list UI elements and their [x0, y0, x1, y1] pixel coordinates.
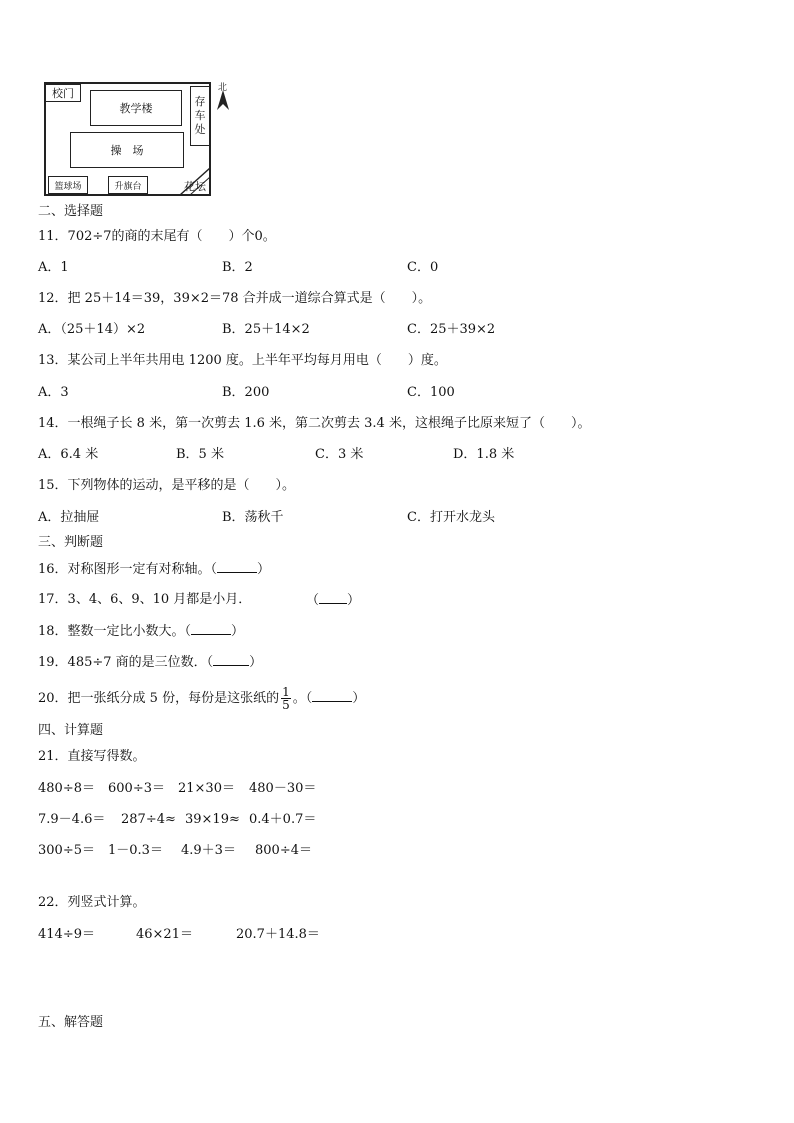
calc-item: 1－0.3＝ [108, 843, 163, 858]
option: C．100 [407, 385, 455, 400]
calc-item: 39×19≈ [185, 812, 240, 827]
map-flagstage-label: 升旗台 [114, 181, 142, 192]
question-stem: 11．702÷7的商的末尾有（ ）个0。 [38, 229, 276, 244]
option: A．3 [38, 385, 69, 400]
paren-close: ） [347, 593, 361, 608]
section-title: 三、判断题 [38, 535, 104, 550]
calc-item: 300÷5＝ [38, 843, 95, 858]
question-stem: 21．直接写得数。 [38, 749, 146, 764]
option: D．1.8 米 [453, 447, 515, 462]
answer-blank[interactable] [319, 591, 347, 604]
fraction-numerator: 1 [282, 685, 290, 699]
option: A．6.4 米 [38, 447, 99, 462]
question-stem: 22．列竖式计算。 [38, 895, 146, 910]
calc-item: 21×30＝ [178, 781, 235, 796]
map-parking [190, 86, 210, 146]
map-basketball-label: 篮球场 [54, 181, 82, 192]
answer-blank[interactable] [312, 689, 352, 702]
map-parking-char: 存 [194, 95, 206, 108]
question-stem: 13．某公司上半年共用电 1200 度。上半年平均每月用电（ ）度。 [38, 353, 447, 368]
map-gate-label: 校门 [52, 87, 74, 100]
paren-close: ） [257, 562, 271, 577]
map-parking-char: 车 [194, 109, 206, 122]
option: B．200 [222, 385, 270, 400]
map-building [90, 90, 182, 126]
paren-close: ） [249, 655, 263, 670]
judge-question [38, 684, 365, 714]
north-arrow-icon [216, 90, 230, 112]
answer-blank[interactable] [191, 622, 231, 635]
paren-close: ） [231, 624, 245, 639]
calc-item: 46×21＝ [136, 927, 193, 942]
map-parking-char: 处 [194, 123, 206, 136]
option: C．25＋39×2 [407, 322, 496, 337]
map-playground-label: 操 场 [110, 144, 144, 157]
question-text: 18．整数一定比小数大。（ [38, 624, 192, 639]
answer-blank[interactable] [213, 653, 249, 666]
calc-item: 414÷9＝ [38, 927, 95, 942]
map-garden: 花坛 [184, 180, 206, 193]
map-building-label: 教学楼 [119, 102, 153, 115]
paren-close: ） [352, 691, 366, 706]
section-title: 四、计算题 [38, 723, 104, 738]
map-north-label: 北 [218, 83, 228, 93]
calc-item: 4.9＋3＝ [181, 843, 236, 858]
question-text: 。（ [292, 691, 313, 706]
calc-item: 480÷8＝ [38, 781, 95, 796]
option: B．荡秋千 [222, 510, 284, 525]
question-stem: 12．把 25＋14＝39，39×2＝78 合并成一道综合算式是（ ）。 [38, 291, 432, 306]
option: A．（25＋14）×2 [38, 322, 146, 337]
judge-answer [306, 591, 360, 610]
map-playground [70, 132, 184, 168]
map-gate [45, 84, 81, 102]
section-title: 二、选择题 [38, 204, 104, 219]
judge-question [38, 591, 251, 609]
paren-open: （ [306, 593, 320, 608]
question-text: 17．3、4、6、9、10 月都是小月． [38, 592, 252, 607]
calc-item: 20.7＋14.8＝ [236, 927, 320, 942]
answer-blank[interactable] [217, 560, 257, 573]
calc-item: 600÷3＝ [108, 781, 165, 796]
question-stem: 14．一根绳子长 8 米，第一次剪去 1.6 米，第二次剪去 3.4 米，这根绳子比原来短了（ ）。 [38, 416, 591, 431]
calc-item: 800÷4＝ [255, 843, 312, 858]
option: C．0 [407, 260, 439, 275]
calc-item: 0.4＋0.7＝ [249, 812, 317, 827]
option: B．5 米 [176, 447, 224, 462]
judge-question [38, 653, 262, 672]
map-basketball [48, 176, 88, 194]
question-text: 19．485÷7 商的是三位数．（ [38, 655, 214, 670]
option: C．3 米 [315, 447, 364, 462]
question-text: 16．对称图形一定有对称轴。（ [38, 562, 218, 577]
section-title: 五、解答题 [38, 1015, 104, 1030]
option: A．1 [38, 260, 69, 275]
fraction [281, 686, 291, 711]
calc-item: 287÷4≈ [121, 812, 176, 827]
judge-question [38, 560, 270, 579]
option: B．25＋14×2 [222, 322, 310, 337]
judge-question [38, 622, 244, 641]
option: A．拉抽屉 [38, 510, 100, 525]
calc-item: 480－30＝ [249, 781, 317, 796]
calc-item: 7.9－4.6＝ [38, 812, 106, 827]
question-text: 20．把一张纸分成 5 份，每份是这张纸的 [38, 691, 280, 706]
fraction-denominator: 5 [282, 698, 290, 712]
map-flagstage [108, 176, 148, 194]
option: B．2 [222, 260, 253, 275]
school-map [40, 80, 240, 198]
option: C．打开水龙头 [407, 510, 495, 525]
question-stem: 15．下列物体的运动，是平移的是（ ）。 [38, 478, 296, 493]
